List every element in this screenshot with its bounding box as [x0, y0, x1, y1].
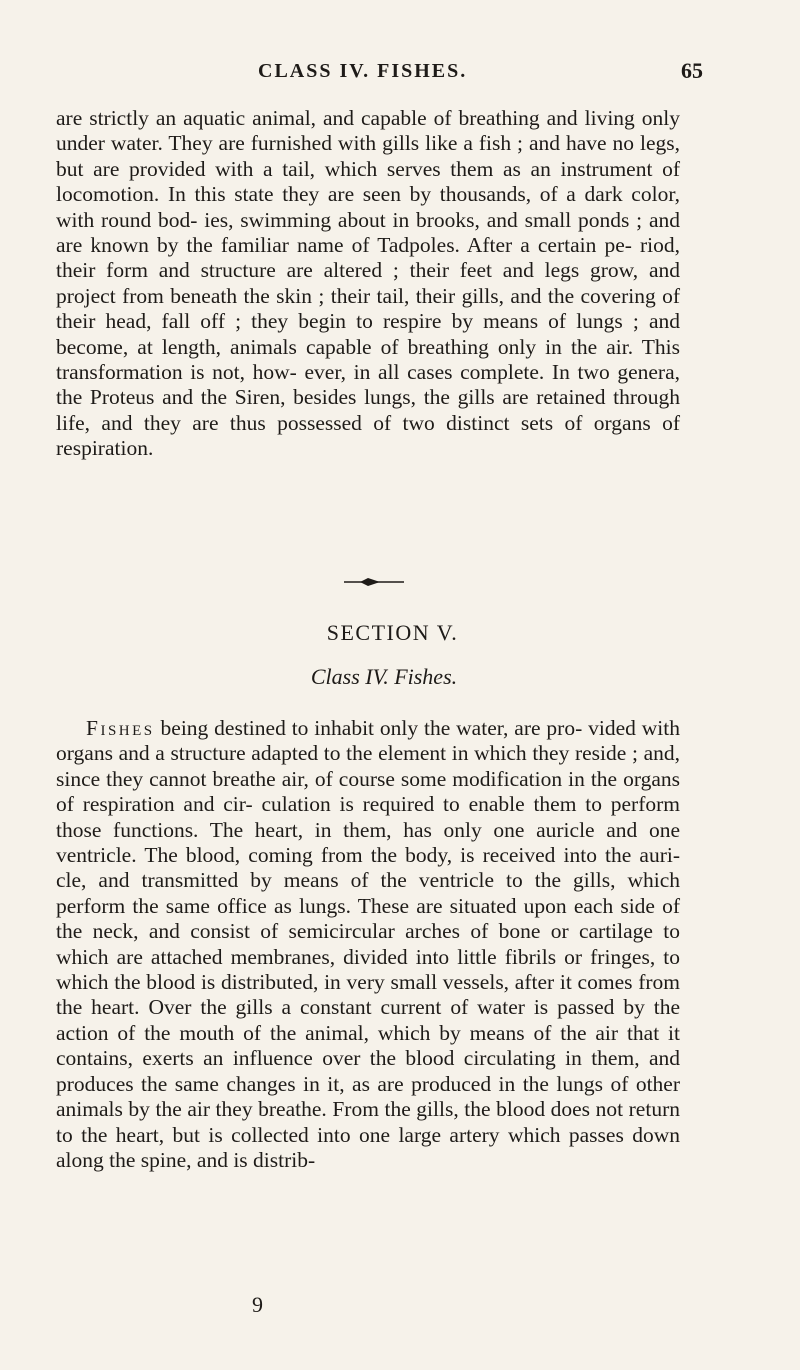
text-line: which perform the same office as lungs. These are situated — [56, 868, 681, 918]
text-line: large artery which passes down along the spine, and is distrib- — [56, 1122, 681, 1172]
text-line: course some modification in the organs of respiration and cir- — [56, 766, 681, 817]
text-line: and they are thus possessed of two distinct sets of organs of — [101, 410, 681, 435]
text-line: very small vessels, after it comes from the heart. Over the — [56, 970, 681, 1020]
text-line: and the covering of their head, fall off ; they begin to respire — [56, 283, 681, 334]
class-title — [0, 664, 800, 690]
text-line: culation is required to enable them to perform those functions. — [56, 792, 680, 842]
text-line: gills a constant current of water is passed by the action of the — [56, 995, 680, 1045]
text-line: of other animals by the air they breathe. From the gills, the — [56, 1071, 681, 1122]
text-line: being destined to inhabit only the water, are pro- — [154, 716, 583, 740]
section-heading — [0, 620, 800, 646]
running-head: CLASS IV. FISHES. — [258, 60, 468, 82]
text-line: known by the familiar name of Tadpoles. After a certain pe- — [90, 233, 632, 258]
section-heading-text: SECTION V. — [326, 620, 459, 645]
text-line: upon each side of the neck, and consist of semicircular arches — [56, 893, 681, 944]
text-line: which they reside ; and, since they cannot breathe air, of — [56, 741, 680, 791]
class-title-text: Class IV. Fishes. — [310, 664, 458, 689]
text-line: into little fibrils or fringes, to which the blood is distributed, in — [56, 944, 681, 995]
text-line: blood does not return to the heart, but is collected into one — [56, 1097, 680, 1147]
text-line: of bone or cartilage to which are attached membranes, divided — [56, 919, 681, 969]
text-line: ies, swimming about in brooks, and small ponds ; and are — [56, 207, 680, 258]
fishes-paragraph — [56, 716, 680, 1173]
text-line: The blood, coming from the body, is received into the auri- — [144, 843, 680, 868]
section-divider-ornament — [340, 575, 408, 589]
text-line: by means of lungs ; and become, at length, animals capable — [56, 309, 680, 359]
paragraph-lead-word: Fishes — [86, 716, 155, 740]
text-line: are strictly an aquatic animal, and capable of breathing and — [56, 106, 578, 130]
text-line: the Siren, besides lungs, the gills are retained through life, — [56, 385, 681, 435]
text-line: mouth of the animal, which by means of the air that it contains, — [56, 1020, 681, 1071]
top-paragraph — [56, 106, 680, 462]
text-line: ever, in all cases complete. In two genera, the Proteus and — [56, 360, 681, 410]
text-line: riod, their form and structure are altered ; their feet and legs — [56, 233, 681, 283]
text-line: grow, and project from beneath the skin ; their tail, their gills, — [56, 258, 681, 308]
text-line: serves them as an instrument of locomotion. In this state — [56, 156, 681, 207]
text-line: a fish ; and have no legs, but are provided with a tail, which — [56, 131, 681, 181]
text-line: of breathing only in the air. This transformation is not, how- — [56, 334, 681, 385]
text-line: respiration. — [56, 436, 154, 461]
text-line: produces the same changes in it, as are produced in the lungs — [56, 1071, 604, 1096]
text-line: The heart, in them, has only one auricle and one ventricle. — [56, 817, 680, 868]
text-line: cle, and transmitted by means of the ventricle to the gills, — [56, 868, 616, 893]
text-line: vided with organs and a structure adapted to the element in — [56, 716, 680, 766]
text-line: exerts an influence over the blood circulating in them, and — [142, 1046, 680, 1071]
signature-mark: 9 — [252, 1292, 263, 1317]
page-number: 65 — [681, 58, 703, 83]
text-line: living only under water. They are furnished with gills like — [56, 106, 680, 156]
text-line: they are seen by thousands, of a dark color, with round bod- — [56, 182, 681, 232]
